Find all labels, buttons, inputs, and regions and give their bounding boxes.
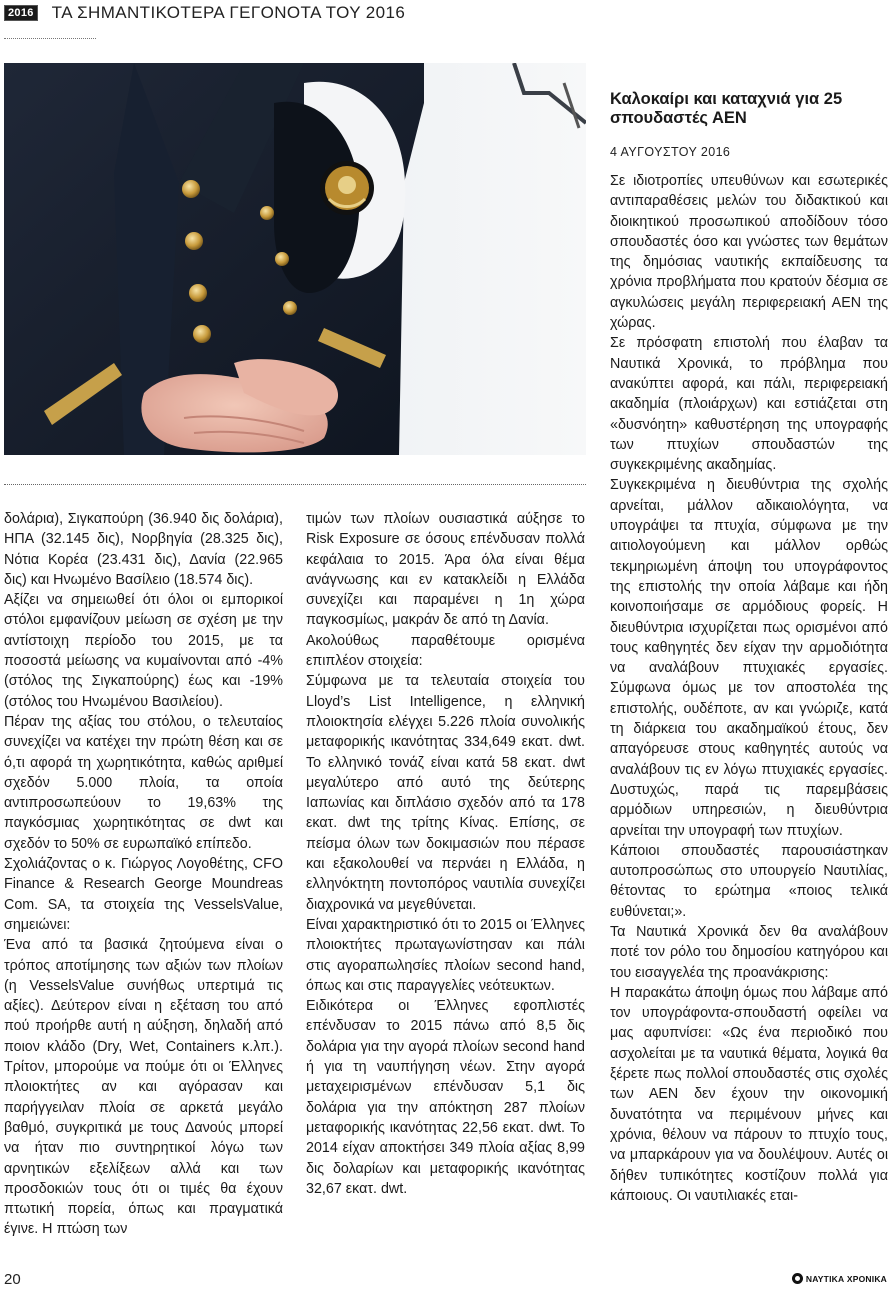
paragraph: Σε πρόσφατη επιστολή που έλαβαν τα Ναυτικά Χρονικά, το πρόβλημα που ανακύπτει αφορά, και πάλι, περιφερειακή ακαδημία (πλοιάρχων) και εστιάζεται στη «δυσνόητη» καθυστέρηση της υπογραφής των πτυχίων σπουδαστών της συγκεκριμένης ακαδημίας. <box>610 335 888 474</box>
paragraph: δολάρια), Σιγκαπούρη (36.940 δις δολάρια), ΗΠΑ (32.145 δις), Νορβηγία (28.325 δις), Νότια Κορέα (23.431 δις), Δανία (22.965 δις) και Ηνωμένο Βασίλειο (18.574 δις). <box>4 511 283 588</box>
article-title: Καλοκαίρι και καταχνιά για 25 σπουδαστές ΑΕΝ <box>610 90 843 127</box>
paragraph: Σχολιάζοντας ο κ. Γιώργος Λογοθέτης, CFO Finance & Research George Moundreas Com. SA, τα στοιχεία της VesselsValue, σημειώνει: <box>4 856 283 933</box>
page-number: 20 <box>4 1271 21 1288</box>
paragraph: Κάποιοι σπουδαστές παρουσιάστηκαν αυτοπροσώπως στο υπουργείο Ναυτιλίας, θέτοντας το ερώτημα «ποιος τελικά ευθύνεται;». <box>610 842 888 920</box>
paragraph: Τα Ναυτικά Χρονικά δεν θα αναλάβουν ποτέ τον ρόλο του δημοσίου κατηγόρου και του εισαγγελέα της προανάκρισης: <box>610 923 888 981</box>
paragraph: Η παρακάτω άποψη όμως που λάβαμε από τον υπογράφοντα-σπουδαστή οφείλει να μας αφυπνίσει: «Ως ένα περιοδικό που ασχολείται με τα ναυτικά θέματα, λογικά θα ξέρετε πως πολλοί σπουδαστές στις σχολές των ΑΕΝ δεν έχουν την οικονομική δυνατότητα να περιμένουν μήνες και χρόνια, θέλουν να πάρουν το πτυχίο τους, να μπαρκάρουν για να δουλέψουν. Αυτές οι δήθεν τυπικότητες κοστίζουν πολλά για κάποιους. Οι ναυτιλιακές εται- <box>610 984 888 1204</box>
section-title: ΤΑ ΣΗΜΑΝΤΙΚΟΤΕΡΑ ΓΕΓΟΝΟΤΑ ΤΟΥ 2016 <box>51 3 406 22</box>
brand-logo-icon <box>792 1273 803 1284</box>
page-header <box>4 2 405 24</box>
brand-footer <box>792 1273 887 1284</box>
paragraph: Ειδικότερα οι Έλληνες εφοπλιστές επένδυσαν το 2015 πάνω από 8,5 δις δολάρια για την αγορά πλοίων second hand ή για τη ναυπήγηση νέων. Στην αγορά μεταχειρισμένων επένδυσαν 5,1 δις δολάρια για την απόκτηση 287 πλοίων μεταφορικής ικανότητας 22,56 εκατ. dwt. Το 2014 είχαν αποκτήσει 349 πλοία αξίας 8,99 δις δολαρίων και μεταφορικής ικανότητας 32,67 εκατ. dwt. <box>306 998 585 1197</box>
year-badge: 2016 <box>4 5 38 21</box>
photo-divider <box>4 484 586 485</box>
text-column-2 <box>306 509 585 1199</box>
paragraph: Είναι χαρακτηριστικό ότι το 2015 οι Έλληνες πλοιοκτήτες πρωταγωνίστησαν και πάλι στις αγοραπωλησίες πλοίων second hand, όπως και στις παραγγελίες νεότευκτων. <box>306 916 585 994</box>
brand-name: ΝΑΥΤΙΚΑ ΧΡΟΝΙΚΑ <box>805 1273 887 1284</box>
article-date: 4 ΑΥΓΟΥΣΤΟΥ 2016 <box>610 145 731 159</box>
paragraph: Σε ιδιοτροπίες υπευθύνων και εσωτερικές αντιπαραθέσεις μελών του διδακτικού και διοικητικού προσωπικού αποδίδουν τόσο σπουδαστές όσο και γνώστες των θεμάτων της δημόσιας ναυτικής εκπαίδευσης τα χρόνια προβλήματα που κρατούν δέσμια σε αγκυλώσεις μεγάλη περιφερειακή ΑΕΝ της χώρας. <box>610 173 888 332</box>
paragraph: τιμών των πλοίων ουσιαστικά αύξησε το Risk Exposure σε όσους επένδυσαν πολλά κεφάλαια το 2015. Άρα όλα είναι θέμα ανάγνωσης και εν κατακλείδι η Ελλάδα συνεχίζει και παραμένει η 1η χώρα παγκοσμίως, μακράν δε από τη Δανία. <box>306 511 585 629</box>
header-divider <box>4 38 96 39</box>
paragraph: Ένα από τα βασικά ζητούμενα είναι ο τρόπος αποτίμησης των αξιών των πλοίων (η VesselsValue συνήθως υπερτιμά τις αξίες). Δεύτερον είναι η εξέταση του από πού προήρθε αυτή η αύξηση, δηλαδή από ποιον κλάδο (Dry, Wet, Containers κ.λπ.). Τρίτον, μπορούμε να πούμε ότι οι Έλληνες πλοιοκτήτες αν και αγόρασαν και παρήγγειλαν πλοία σε αρκετά μεγάλο βαθμό, συγκριτικά με τους Δανούς μπορεί να ήταν πιο συντηρητικοί λόγω των αρνητικών εξελίξεων αλλά και των προσδοκιών τους ότι οι τιμές θα έχουν πτωτική πορεία, όπως και πραγματικά έγινε. Η πτώση των <box>4 937 283 1238</box>
paragraph: Σύμφωνα με τα τελευταία στοιχεία του Lloyd’s List Intelligence, η ελληνική πλοιοκτησία ελέγχει 5.226 πλοία συνολικής μεταφορικής ικανότητας 334,649 εκατ. dwt. Το ελληνικό τονάζ είναι κατά 58 εκατ. dwt μεγαλύτερο από αυτό της δεύτερης Ιαπωνίας και διπλάσιο σχεδόν από τα 178 εκατ. dwt της τρίτης Κίνας. Επίσης, σε πείσμα όλων των δοκιμασιών που πέρασε και εξακολουθεί να περνάει η Ελλάδα, η ελληνόκτητη ποντοπόρος ναυτιλία συνεχίζει διαχρονικά να μεγεθύνεται. <box>306 673 585 913</box>
paragraph: Ακολούθως παραθέτουμε ορισμένα επιπλέον στοιχεία: <box>306 632 585 670</box>
paragraph: Συγκεκριμένα η διευθύντρια της σχολής αρνείται, μάλλον αδικαιολόγητα, να υπογράψει τα πτυχία, σύμφωνα με την αιτιολογούμενη και μάλλον ορθώς τεκμηριωμένη άποψη του υπογράφοντος της επιστολής την οποία λάβαμε και ήδη κοινοποιήσαμε σε αρμόδιους φορείς. Η διευθύντρια ισχυρίζεται πως ορισμένοι από τους καθηγητές δεν είχαν την αρμοδιότητα να αναλάβουν πτυχιακές εργασίες. Σύμφωνα όμως με τον αποστολέα της επιστολής, ουδέποτε, αν και γνώριζε, κατά τη διάρκεια του ακαδημαϊκού έτους, δεν απαγόρευσε στους καθηγητές αυτούς να αναλάβουν τις εν λόγω πτυχιακές εργασίες. Δυστυχώς, παρά τις παρεμβάσεις αρμόδιων υπηρεσιών, η διευθύντρια αρνείται την υπογραφή των πτυχίων. <box>610 477 888 839</box>
text-column-1 <box>4 509 283 1240</box>
paragraph: Αξίζει να σημειωθεί ότι όλοι οι εμπορικοί στόλοι εμφανίζουν μείωση σε σχέση με την αντίστοιχη περίοδο του 2015, με τα ποσοστά μείωσης να κυμαίνονται από -4% (στόλος της Σιγκαπούρης) έως και -19% (στόλος του Ηνωμένου Βασιλείου). <box>4 592 283 710</box>
paragraph: Πέραν της αξίας του στόλου, ο τελευταίος συνεχίζει να κατέχει την πρώτη θέση και σε ό,τι αφορά τη χωρητικότητα, καθώς αριθμεί σχεδόν 5.000 πλοία, τα οποία αντιπροσωπεύουν το 19,63% της παγκόσμιας χωρητικότητας σε dwt και σχεδόν το 50% σε ευρωπαϊκό επίπεδο. <box>4 713 283 852</box>
article-body <box>610 171 888 1206</box>
naval-officer-photo <box>4 63 586 455</box>
